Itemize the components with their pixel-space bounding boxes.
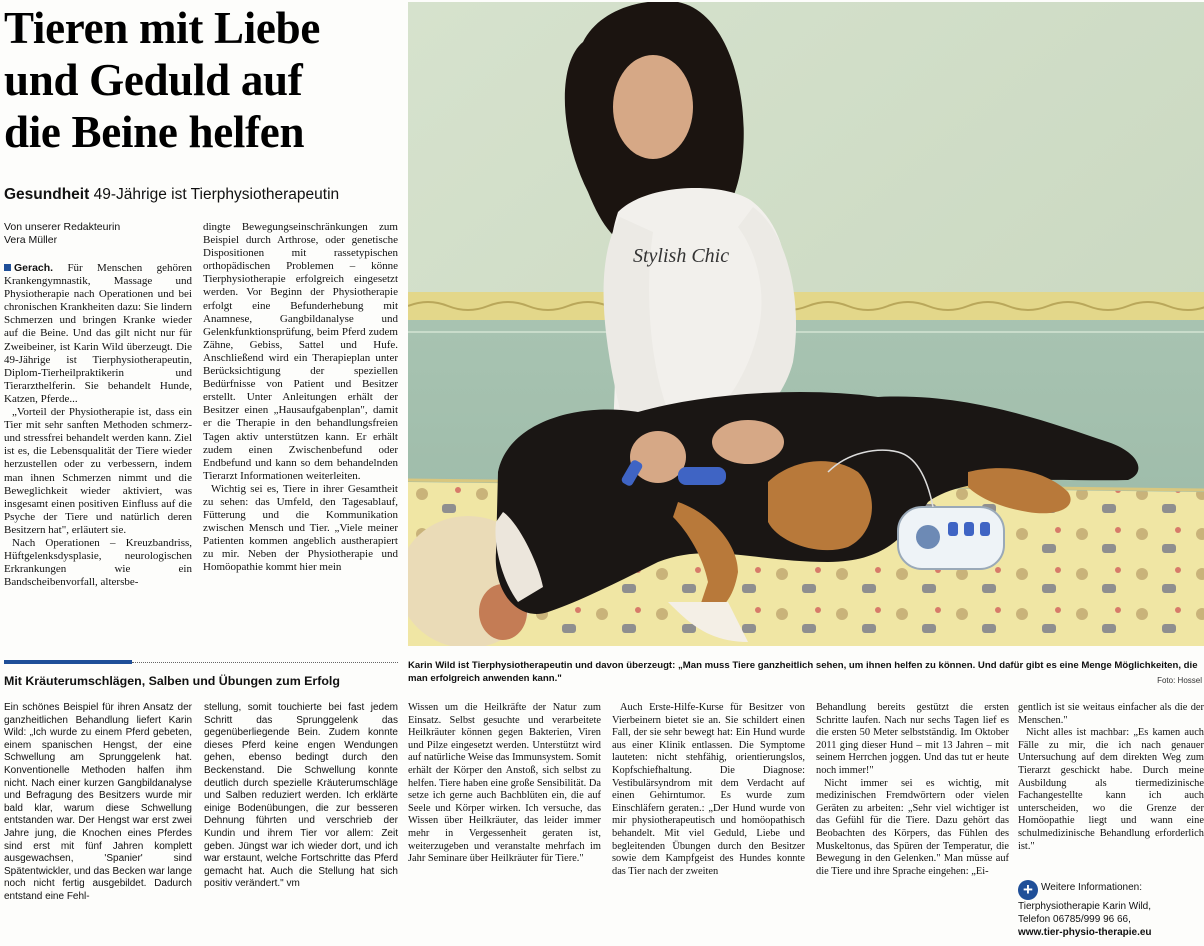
article-column-5 (816, 702, 1009, 878)
info-text: Weitere Informationen: Tierphysiotherapie Karin Wild, (1018, 882, 1152, 912)
article-photo (408, 2, 1204, 646)
paragraph: Wichtig sei es, Tiere in ihrer Gesamtheit zu sehen: das Umfeld, den Tagesablauf, Fütterung und die Kommunikation zwischen Mensch und Tier. „Viele meiner Patienten kommen angeblich austherapiert zu mir. Neben der Physiotherapie und Homöopathie kommt hier mein (203, 482, 398, 574)
subline-text: 49-Jährige ist Tierphysiotherapeutin (93, 186, 340, 203)
headline (4, 2, 404, 158)
shirt-print: Stylish Chic (633, 245, 730, 267)
divider (132, 662, 398, 663)
sidebar-column-2: stellung, somit touchierte bei fast jedem Schritt das Sprunggelenk das gegenüberliegende Bein. Zudem konnte dieses Pferd keine engen Wendungen gehen, ebenso bedingt durch den Beckenstand. Die Schwellung konnte deutlich durch spezielle Kräuterumschläge und Salben reduziert werden. Ich erklärte einige Bodenübungen, die zur besseren Dehnung führten und verschrieb der Kundin und ihrem Tier vor allem: Zeit geben. Jüngst war ich wieder dort, und ich war erstaunt, welche Fortschritte das Pferd gemacht hat. Auch die Stellung hat sich positiv verändert." vm (204, 702, 398, 890)
rubric: Gesundheit (4, 186, 90, 203)
sidebar-column-1: Ein schönes Beispiel für ihren Ansatz der ganzheitlichen Behandlung liefert Karin Wild: „Ich wurde zu einem Pferd gebeten, einem spanischen Hengst, der eine Schwellung am Sprunggelenk hat. Konventionelle Methoden halfen ihm nicht. Nach einer kurzen Gangbildanalyse und Befragung des Besitzers wurde mir bald klar, warum diese Schwellung entstanden war. Der Hengst war erst zwei Jahre jung, die Knochen eines Pferdes sind erst mit fünf Jahren komplett ausgewachsen, 'Spanier' sind Spätentwickler, und das Becken war lange noch nicht fertig ausgebildet. Dadurch entstand eine Fehl- (4, 702, 192, 902)
headline-line-3: die Beine helfen (4, 107, 305, 157)
paragraph: Wissen um die Heilkräfte der Natur zum Einsatz. Selbst gesuchte und verarbeitete Heilkräuter können gegen Bakterien, Viren und Pilze eingesetzt werden. Unterstützt wird auf natürliche Weise das Immunsystem. Somit erhält der Körper den Anstoß, sich selbst zu helfen. Tiere haben eine große Sensibilität. Da setze ich gerne auch Bachblüten ein, die auf Seele und Körper wirken. Ich versuche, das Wissen über Heilkräuter, das leider immer mehr in Vergessenheit geraten ist, weiterzugeben und veranstalte mehrfach im Jahr Seminare über Heilkräuter für Tiere." (408, 702, 601, 865)
info-phone: Telefon 06785/999 96 66, (1018, 914, 1131, 925)
info-url[interactable]: www.tier-physio-therapie.eu (1018, 927, 1152, 938)
paragraph: Nicht immer sei es wichtig, mit medizinischen Fremdwörtern oder vielen Geräten zu arbeiten: „Sehr viel wichtiger ist das Gefühl für die Tiere. Dazu gehört das Beobachten des Körpers, das Fühlen des Muskeltonus, das Spüren der Temperatur, die Bewegung in den Gelenken." Man müsse auf die Tiere und ihre Sprache eingehen: „Ei- (816, 777, 1009, 877)
paragraph: dingte Bewegungseinschränkungen zum Beispiel durch Arthrose, oder genetische Dispositionen mit rassetypischen orthopädischen Problemen – könne Tierphysiotherapie erfolgreich eingesetzt werden. Vor Beginn der Physiotherapie erfolgt eine Befunderhebung mit Anamnese, Gangbildanalyse und Gelenkfunktionsprüfung, beim Pferd zudem Zähne, Gebiss, Sattel und Hufe. Anschließend wird ein Therapieplan unter Berücksichtigung der speziellen Bedürfnisse von Patient und Besitzer erstellt. Unter Anleitungen erhält der Besitzer einen „Hausaufgabenplan", damit er die Therapie in den behandlungsfreien Tagen aktiv unterstützen kann. Er erhält zudem einen Zwischenbefund oder Endbefund und kann so dem behandelnden Tierarzt Informationen weiterleiten. (203, 221, 398, 482)
paragraph: Nicht alles ist machbar: „Es kamen auch Fälle zu mir, die ich nach genauer Untersuchung auf dem direkten Weg zum Tierarzt geschickt habe. Durch meine Ausbildung als tiermedizinische Fachangestellte kann ich auch unterscheiden, wo die Grenze der Homöopathie liegt und wann eine schulmedizinische Behandlung erforderlich ist." (1018, 727, 1204, 852)
plus-icon: + (1018, 880, 1038, 900)
paragraph: Auch Erste-Hilfe-Kurse für Besitzer von Vierbeinern bietet sie an. Sie schildert einen Fall, der sie sehr bewegt hat: Ein Hund wurde aus einer Klinik entlassen. Die Symptome lauteten: nicht stehfähig, orientierungslos, Kopfschiefhaltung. Die Diagnose: Vestibulärsyndrom mit dem Verdacht auf einen Gehirntumor. Es wurde zum Einschläfern geraten.: „Der Hund wurde von mir physiotherapeutisch und homöopathisch behandelt. Mit viel Geduld, Liebe und begleitenden Übungen durch den Besitzer sowie dem Kampfgeist des Hundes konnte das Tier nach der zweiten (612, 702, 805, 877)
article-column-3 (408, 702, 601, 866)
paragraph-text: Für Menschen gehören Krankengymnastik, Massage und Physiotherapie nach Operationen und bei chronischen Krankheiten dazu: Sie lindern Schmerzen und bringen Kranke wieder auf die Beine. Und das gilt nicht nur für Zweibeiner, ist Karin Wild überzeugt. Die 49-Jährige ist Tierphysiotherapeutin, Diplom-Tierheilpraktikerin und Tierarzthelferin. Sie behandelt Hunde, Katzen, Pferde... (4, 262, 193, 405)
photo-caption: Karin Wild ist Tierphysiotherapeutin und davon überzeugt: „Man muss Tiere ganzheitlich sehen, um ihnen helfen zu können. Und dafür gibt es eine Menge Möglichkeiten, die man erfolgreich anwenden kann." (408, 660, 1198, 684)
byline-line-1: Von unserer Redakteurin (4, 221, 121, 233)
dateline: Gerach. (14, 262, 54, 274)
paragraph: gentlich ist sie weitaus einfacher als die der Menschen." (1018, 702, 1204, 726)
photo-credit: Foto: Hossel (1157, 676, 1202, 685)
blue-square-icon (4, 264, 11, 271)
article-column-2 (203, 221, 398, 575)
headline-line-1: Tieren mit Liebe (4, 3, 321, 53)
byline-author: Vera Müller (4, 234, 58, 246)
sidebar-accent-bar (4, 660, 132, 664)
article-column-4 (612, 702, 805, 878)
paragraph (4, 262, 192, 406)
info-box (1018, 880, 1204, 939)
photo-illustration (408, 2, 1204, 646)
headline-line-2: und Geduld auf (4, 55, 303, 105)
sidebar-heading: Mit Kräuterumschlägen, Salben und Übungen zum Erfolg (4, 674, 340, 688)
subline (4, 186, 404, 204)
paragraph: „Vorteil der Physiotherapie ist, dass ein Tier mit sehr sanften Methoden schmerz- und stressfrei behandelt werden kann. Ziel ist es, die Lebensqualität der Tiere wieder herzustellen oder zu verbessern, indem man ihnen Schmerzen nimmt und die Beweglichkeit wieder aktiviert, was insgesamt einen positiven Einfluss auf die Psyche der Tiere und natürlich deren Besitzern hat", erläutert sie. (4, 406, 192, 536)
article-column-1 (4, 262, 192, 589)
article-column-6 (1018, 702, 1204, 853)
paragraph: Nach Operationen – Kreuzbandriss, Hüftgelenksdysplasie, neurologischen Erkrankungen wie ein Bandscheibenvorfall, altersbe- (4, 536, 192, 589)
byline (4, 221, 194, 247)
paragraph: Behandlung bereits gestützt die ersten Schritte laufen. Nach nur sechs Tagen lief es die ersten 50 Meter selbstständig. Im Oktober 2011 ging dieser Hund – mit 13 Jahren – mit seinem Herrchen joggen. Und das tut er heute noch immer!" (816, 702, 1009, 776)
